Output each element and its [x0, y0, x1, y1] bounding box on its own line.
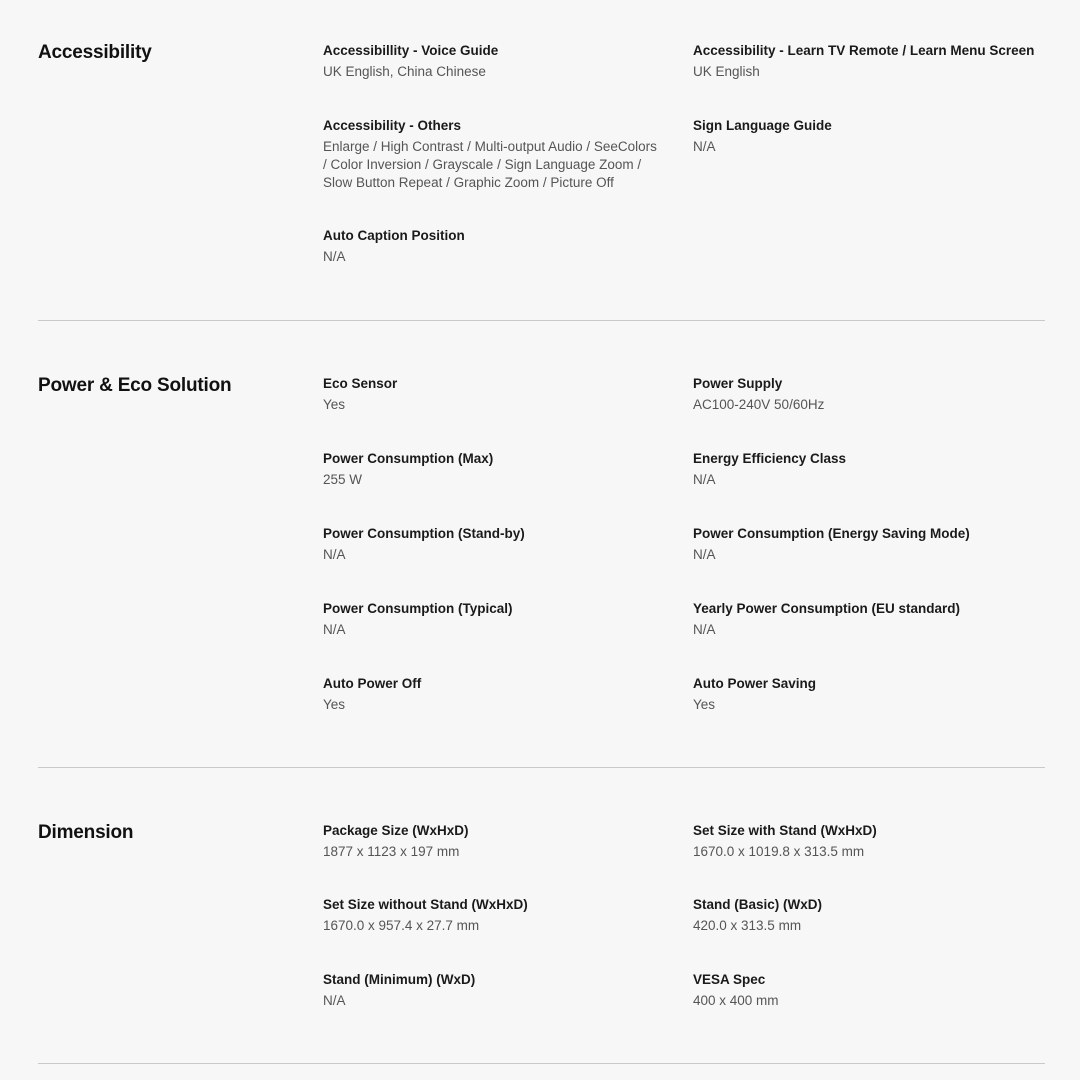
spec-value: 420.0 x 313.5 mm [693, 918, 802, 933]
spec-value: N/A [693, 547, 716, 562]
section-dimension [38, 0, 1045, 1063]
spec-value: UK English [693, 64, 760, 79]
spec-value: N/A [323, 622, 346, 637]
spec-label: Auto Power Off [323, 676, 422, 691]
section-title: Accessibility [38, 42, 152, 63]
spec-label: Power Consumption (Energy Saving Mode) [693, 526, 970, 541]
spec-label: Eco Sensor [323, 376, 398, 391]
spec-value: Yes [323, 397, 346, 412]
spec-value: 1877 x 1123 x 197 mm [323, 844, 460, 859]
spec-value: 400 x 400 mm [693, 993, 779, 1008]
spec-label: VESA Spec [693, 972, 766, 987]
spec-label: Set Size with Stand (WxHxD) [693, 823, 877, 838]
spec-label: Accessibility - Learn TV Remote / Learn Menu Screen [693, 43, 1035, 58]
spec-item [693, 896, 1038, 935]
spec-value: Enlarge / High Contrast / Multi-output Audio / SeeColors / Color Inversion / Grayscale / Sign Language Zoom / Slow Button Repeat / Graphic Zoom / Picture Off [323, 139, 657, 190]
spec-label: Auto Power Saving [693, 676, 817, 691]
spec-value: Yes [323, 697, 346, 712]
spec-value: 255 W [323, 472, 363, 487]
spec-label: Power Consumption (Max) [323, 451, 494, 466]
spec-label: Power Consumption (Stand-by) [323, 526, 525, 541]
spec-value: AC100-240V 50/60Hz [693, 397, 825, 412]
spec-label: Auto Caption Position [323, 228, 465, 243]
spec-item [693, 822, 1038, 861]
spec-value: N/A [693, 472, 716, 487]
spec-label: Set Size without Stand (WxHxD) [323, 897, 528, 912]
spec-label: Yearly Power Consumption (EU standard) [693, 601, 961, 616]
section-title: Power & Eco Solution [38, 375, 232, 396]
spec-value: N/A [323, 993, 346, 1008]
spec-item [323, 896, 668, 935]
spec-value: N/A [323, 547, 346, 562]
spec-item [323, 822, 668, 861]
section-divider [38, 1063, 1045, 1064]
spec-value: 1670.0 x 957.4 x 27.7 mm [323, 918, 480, 933]
spec-value: UK English, China Chinese [323, 64, 486, 79]
spec-label: Stand (Basic) (WxD) [693, 897, 823, 912]
spec-value: N/A [693, 622, 716, 637]
spec-item [693, 971, 1038, 1010]
spec-label: Sign Language Guide [693, 118, 832, 133]
section-title: Dimension [38, 822, 134, 843]
spec-value: Yes [693, 697, 716, 712]
spec-label: Accessibility - Others [323, 118, 462, 133]
spec-label: Accessibillity - Voice Guide [323, 43, 499, 58]
spec-value: N/A [693, 139, 716, 154]
spec-value: N/A [323, 249, 346, 264]
spec-label: Stand (Minimum) (WxD) [323, 972, 476, 987]
spec-label: Package Size (WxHxD) [323, 823, 469, 838]
spec-label: Power Consumption (Typical) [323, 601, 513, 616]
spec-item [323, 971, 668, 1010]
spec-label: Energy Efficiency Class [693, 451, 847, 466]
spec-value: 1670.0 x 1019.8 x 313.5 mm [693, 844, 865, 859]
spec-label: Power Supply [693, 376, 783, 391]
